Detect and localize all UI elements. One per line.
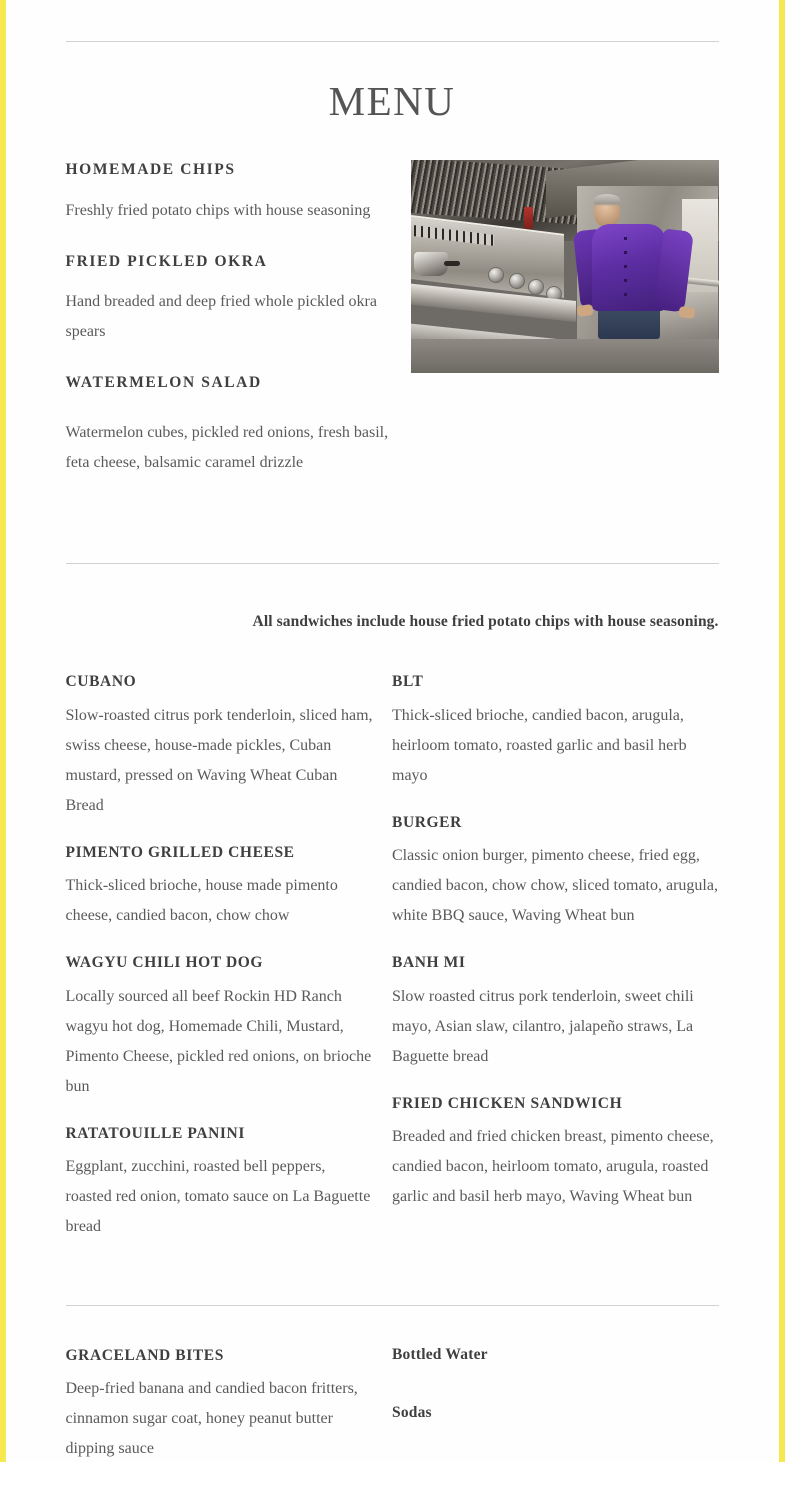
menu-item-description: Watermelon cubes, pickled red onions, fresh basil, feta cheese, balsamic caramel drizzle <box>65 424 389 472</box>
starters-list <box>66 160 411 504</box>
menu-item-watermelon-salad <box>66 373 411 478</box>
photo-pot <box>414 252 448 276</box>
photo-chef-body <box>577 224 719 331</box>
drinks-column <box>392 1346 719 1486</box>
menu-item-cubano <box>66 672 375 820</box>
desserts-and-drinks-section <box>66 1346 719 1486</box>
menu-item-fried-pickled-okra <box>66 252 411 347</box>
menu-item-description: Breaded and fried chicken breast, pimento cheese, candied bacon, heirloom tomato, arugula, roasted garlic and basil herb mayo, Waving Wheat bun <box>392 1127 714 1205</box>
menu-item-blt <box>392 672 719 790</box>
starters-section <box>66 160 719 504</box>
menu-item-name: WAGYU CHILI HOT DOG <box>65 954 264 972</box>
photo-chef-right-hand <box>678 306 695 319</box>
menu-page <box>7 0 777 1462</box>
menu-content <box>66 41 719 1486</box>
photo-chef-left-hand <box>576 304 593 317</box>
menu-item-description: Locally sourced all beef Rockin HD Ranch wagyu hot dog, Homemade Chili, Mustard, Pimento Cheese, pickled red onions, on brioche bun <box>65 987 372 1095</box>
photo-range-knob <box>488 267 504 283</box>
menu-item-description: Hand breaded and deep fried whole pickled okra spears <box>65 292 377 340</box>
menu-item-name: GRACELAND BITES <box>65 1346 224 1364</box>
menu-item-description: Deep-fried banana and candied bacon fritters, cinnamon sugar coat, honey peanut butter dipping sauce <box>65 1380 358 1458</box>
menu-item-description: Freshly fried potato chips with house seasoning <box>65 201 371 219</box>
photo-range-knob <box>509 273 525 289</box>
sandwiches-note: All sandwiches include house fried potato chips with house seasoning. <box>252 613 719 631</box>
menu-item-wagyu-chili-hot-dog <box>66 953 375 1101</box>
page-title: MENU <box>328 78 456 124</box>
drink-item-bottled-water: Bottled Water <box>392 1345 488 1363</box>
sandwiches-left-column <box>66 672 393 1264</box>
divider-top <box>66 41 719 42</box>
menu-item-name: BLT <box>392 673 424 691</box>
menu-item-pimento-grilled-cheese <box>66 843 375 931</box>
menu-item-name: BURGER <box>392 813 462 831</box>
left-accent-stripe <box>0 0 6 1462</box>
photo-floor <box>411 339 719 373</box>
menu-item-description: Slow roasted citrus pork tenderloin, sweet chili mayo, Asian slaw, cilantro, jalapeño straws, La Baguette bread <box>392 987 694 1065</box>
photo-column <box>411 160 719 373</box>
divider-bottom <box>66 1305 719 1306</box>
menu-item-graceland-bites <box>66 1346 375 1464</box>
desserts-column <box>66 1346 393 1486</box>
menu-item-description: Slow-roasted citrus pork tenderloin, sliced ham, swiss cheese, house-made pickles, Cuban mustard, pressed on Waving Wheat Cuban Bread <box>65 706 373 814</box>
divider-middle <box>66 563 719 564</box>
menu-item-name: BANH MI <box>392 954 466 972</box>
photo-fire-extinguisher <box>524 207 533 229</box>
menu-item-name: FRIED PICKLED OKRA <box>65 252 268 270</box>
sandwiches-right-column <box>392 672 719 1264</box>
menu-item-burger <box>392 813 719 931</box>
menu-item-homemade-chips <box>66 160 411 225</box>
photo-range-knob <box>528 279 544 295</box>
menu-item-ratatouille-panini <box>66 1124 375 1242</box>
menu-item-name: WATERMELON SALAD <box>65 373 262 391</box>
sandwiches-section <box>66 672 719 1264</box>
menu-item-name: CUBANO <box>65 673 137 691</box>
menu-item-description: Thick-sliced brioche, candied bacon, arugula, heirloom tomato, roasted garlic and basil herb mayo <box>392 706 687 784</box>
menu-item-banh-mi <box>392 953 719 1071</box>
menu-item-name: HOMEMADE CHIPS <box>65 161 236 179</box>
kitchen-photo <box>411 160 719 373</box>
photo-chef-jeans <box>598 307 660 339</box>
photo-chef-hair <box>594 194 620 206</box>
menu-item-name: RATATOUILLE PANINI <box>65 1124 245 1142</box>
menu-item-name: FRIED CHICKEN SANDWICH <box>392 1094 623 1112</box>
drink-item-sodas: Sodas <box>392 1403 432 1421</box>
menu-item-description: Eggplant, zucchini, roasted bell peppers, roasted red onion, tomato sauce on La Baguette bread <box>65 1157 371 1235</box>
photo-chef-buttons <box>624 237 627 301</box>
menu-item-name: PIMENTO GRILLED CHEESE <box>65 843 295 861</box>
menu-item-fried-chicken-sandwich <box>392 1094 719 1212</box>
menu-item-description: Thick-sliced brioche, house made pimento cheese, candied bacon, chow chow <box>65 877 338 925</box>
right-accent-stripe <box>779 0 785 1462</box>
menu-item-description: Classic onion burger, pimento cheese, fried egg, candied bacon, chow chow, sliced tomato, arugula, white BBQ sauce, Waving Wheat bun <box>392 847 718 925</box>
